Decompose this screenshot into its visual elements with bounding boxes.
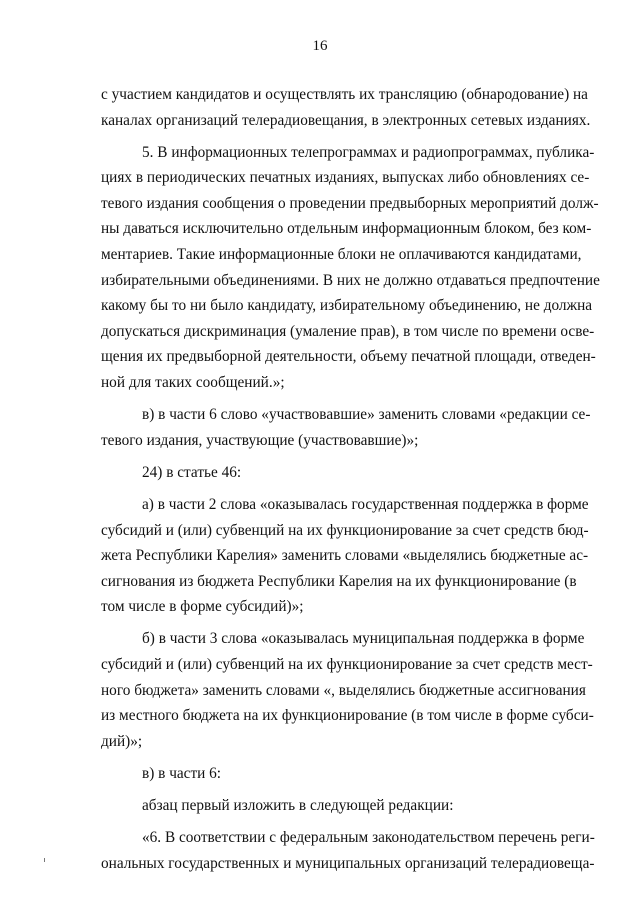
page-number: 16 (312, 38, 328, 54)
text-line: какому бы то ни было кандидату, избирательному объединению, не должна (101, 297, 593, 315)
text-line: абзац первый изложить в следующей редакции: (142, 796, 454, 814)
text-line: в) в части 6 слово «участвовавшие» заменить словами «редакции се- (142, 406, 591, 424)
text-line: ональных государственных и муниципальных организаций телерадиовеща- (101, 854, 595, 872)
text-line: допускаться дискриминация (умаление прав), в том числе по времени осве- (101, 322, 595, 340)
text-line: из местного бюджета на их функционирование (в том числе в форме субси- (101, 707, 594, 725)
text-line: тевого издания сообщения о проведении предвыборных мероприятий долж- (101, 194, 599, 212)
text-line: тевого издания, участвующие (участвовавшие)»; (101, 431, 419, 449)
scan-speck (44, 858, 45, 862)
text-line: ной для таких сообщений.»; (101, 374, 285, 392)
text-line: ны даваться исключительно отдельным информационным блоком, без ком- (101, 220, 592, 238)
text-line: а) в части 2 слова «оказывалась государственная поддержка в форме (142, 495, 589, 513)
text-line: 5. В информационных телепрограммах и радиопрограммах, публика- (142, 143, 595, 161)
text-line: субсидий и (или) субвенций на их функционирование за счет средств мест- (101, 655, 593, 673)
text-line: «6. В соответствии с федеральным законодательством перечень реги- (142, 829, 595, 847)
text-line: каналах организаций телерадиовещания, в электронных сетевых изданиях. (101, 111, 591, 129)
text-line: циях в периодических печатных изданиях, выпусках либо обновлениях се- (101, 169, 590, 187)
text-line: 24) в статье 46: (142, 463, 242, 481)
text-line: жета Республики Карелия» заменить словами «выделялись бюджетные ас- (101, 547, 589, 565)
text-line: с участием кандидатов и осуществлять их трансляцию (обнародование) на (101, 86, 588, 103)
text-line: ментариев. Такие информационные блоки не оплачиваются кандидатами, (101, 246, 582, 264)
text-line: избирательными объединениями. В них не должно отдаваться предпочтение (101, 271, 600, 289)
text-line: том числе в форме субсидий)»; (101, 598, 304, 616)
text-line: в) в части 6: (142, 764, 222, 782)
text-line: б) в части 3 слова «оказывалась муниципальная поддержка в форме (142, 630, 585, 648)
text-line: сигнования из бюджета Республики Карелия на их функционирование (в (101, 572, 577, 590)
text-line: дий)»; (101, 732, 143, 750)
text-line: ного бюджета» заменить словами «, выделялись бюджетные ассигнования (101, 681, 586, 699)
body-text (101, 82, 600, 876)
text-line: щения их предвыборной деятельности, объему печатной площади, отведен- (101, 348, 596, 366)
text-line: субсидий и (или) субвенций на их функционирование за счет средств бюд- (101, 521, 589, 539)
